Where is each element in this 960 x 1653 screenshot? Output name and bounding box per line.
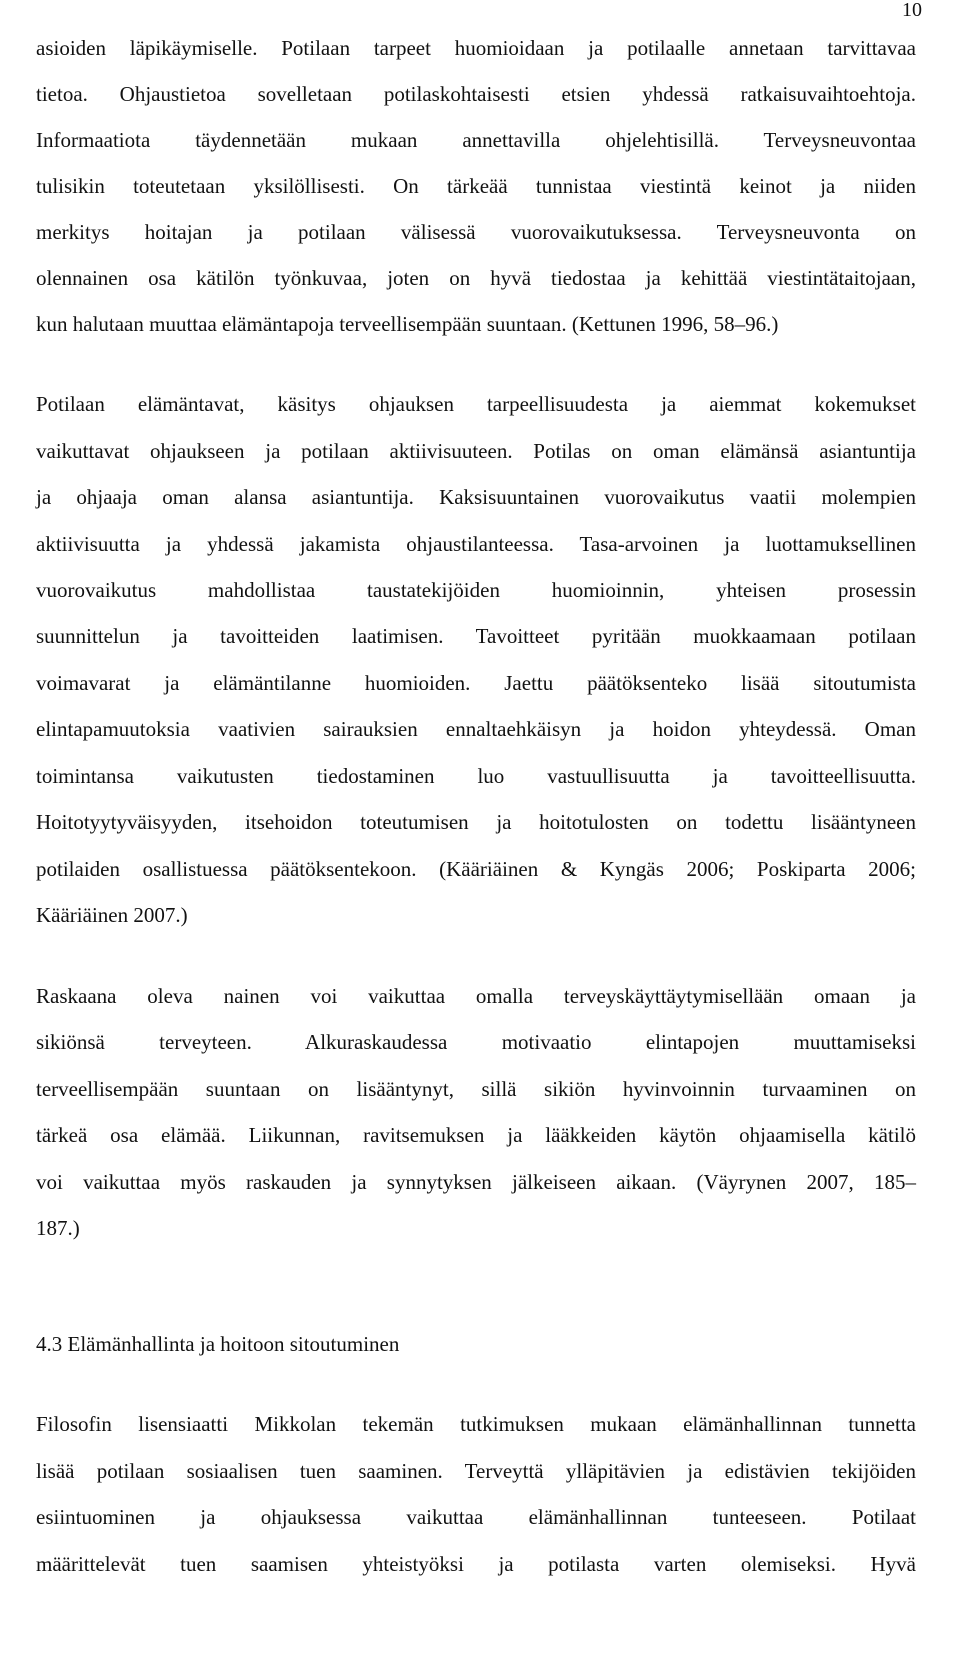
text-line: tietoa. Ohjaustietoa sovelletaan potilaskohtaisesti etsien yhdessä ratkaisuvaihtoehtoja. xyxy=(36,82,916,106)
text-line: potilaiden osallistuessa päätöksentekoon. (Kääriäinen & Kyngäs 2006; Poskiparta 2006; xyxy=(36,857,916,881)
text-line: voi vaikuttaa myös raskauden ja synnytyksen jälkeiseen aikaan. (Väyrynen 2007, 185– xyxy=(36,1170,916,1194)
text-line: sikiönsä terveyteen. Alkuraskaudessa motivaatio elintapojen muuttamiseksi xyxy=(36,1030,916,1054)
section-heading: 4.3 Elämänhallinta ja hoitoon sitoutuminen xyxy=(36,1332,400,1356)
text-line: Kääriäinen 2007.) xyxy=(36,903,188,927)
text-line: terveellisempään suuntaan on lisääntynyt, sillä sikiön hyvinvoinnin turvaaminen on xyxy=(36,1077,916,1101)
page-number: 10 xyxy=(902,0,922,21)
text-line: ja ohjaaja oman alansa asiantuntija. Kaksisuuntainen vuorovaikutus vaatii molempien xyxy=(36,485,916,509)
text-line: vuorovaikutus mahdollistaa taustatekijöiden huomioinnin, yhteisen prosessin xyxy=(36,578,916,602)
text-line: Informaatiota täydennetään mukaan annettavilla ohjelehtisillä. Terveysneuvontaa xyxy=(36,128,916,152)
text-line: Potilaan elämäntavat, käsitys ohjauksen tarpeellisuudesta ja aiemmat kokemukset xyxy=(36,392,916,416)
text-line: elintapamuutoksia vaativien sairauksien ennaltaehkäisyn ja hoidon yhteydessä. Oman xyxy=(36,717,916,741)
text-line: merkitys hoitajan ja potilaan välisessä vuorovaikutuksessa. Terveysneuvonta on xyxy=(36,220,916,244)
text-line: toimintansa vaikutusten tiedostaminen luo vastuullisuutta ja tavoitteellisuutta. xyxy=(36,764,916,788)
text-line: tärkeä osa elämää. Liikunnan, ravitsemuksen ja lääkkeiden käytön ohjaamisella kätilö xyxy=(36,1123,916,1147)
text-line: tulisikin toteutetaan yksilöllisesti. On tärkeää tunnistaa viestintä keinot ja niiden xyxy=(36,174,916,198)
text-line: kun halutaan muuttaa elämäntapoja terveellisempään suuntaan. (Kettunen 1996, 58–96.) xyxy=(36,312,779,336)
text-line: lisää potilaan sosiaalisen tuen saaminen. Terveyttä ylläpitävien ja edistävien tekijöiden xyxy=(36,1459,916,1483)
text-line: Raskaana oleva nainen voi vaikuttaa omalla terveyskäyttäytymisellään omaan ja xyxy=(36,984,916,1008)
text-line: 187.) xyxy=(36,1216,80,1240)
text-line: Filosofin lisensiaatti Mikkolan tekemän tutkimuksen mukaan elämänhallinnan tunnetta xyxy=(36,1412,916,1436)
text-line: olennainen osa kätilön työnkuvaa, joten on hyvä tiedostaa ja kehittää viestintätaitojaan, xyxy=(36,266,916,290)
text-line: aktiivisuutta ja yhdessä jakamista ohjaustilanteessa. Tasa-arvoinen ja luottamuksellinen xyxy=(36,532,916,556)
text-line: suunnittelun ja tavoitteiden laatimisen. Tavoitteet pyritään muokkaamaan potilaan xyxy=(36,624,916,648)
text-line: Hoitotyytyväisyyden, itsehoidon toteutumisen ja hoitotulosten on todettu lisääntyneen xyxy=(36,810,916,834)
text-line: esiintuominen ja ohjauksessa vaikuttaa elämänhallinnan tunteeseen. Potilaat xyxy=(36,1505,916,1529)
text-line: asioiden läpikäymiselle. Potilaan tarpeet huomioidaan ja potilaalle annetaan tarvittavaa xyxy=(36,36,916,60)
text-line: määrittelevät tuen saamisen yhteistyöksi ja potilasta varten olemiseksi. Hyvä xyxy=(36,1552,916,1576)
text-line: voimavarat ja elämäntilanne huomioiden. Jaettu päätöksenteko lisää sitoutumista xyxy=(36,671,916,695)
text-line: vaikuttavat ohjaukseen ja potilaan aktiivisuuteen. Potilas on oman elämänsä asiantuntija xyxy=(36,439,916,463)
